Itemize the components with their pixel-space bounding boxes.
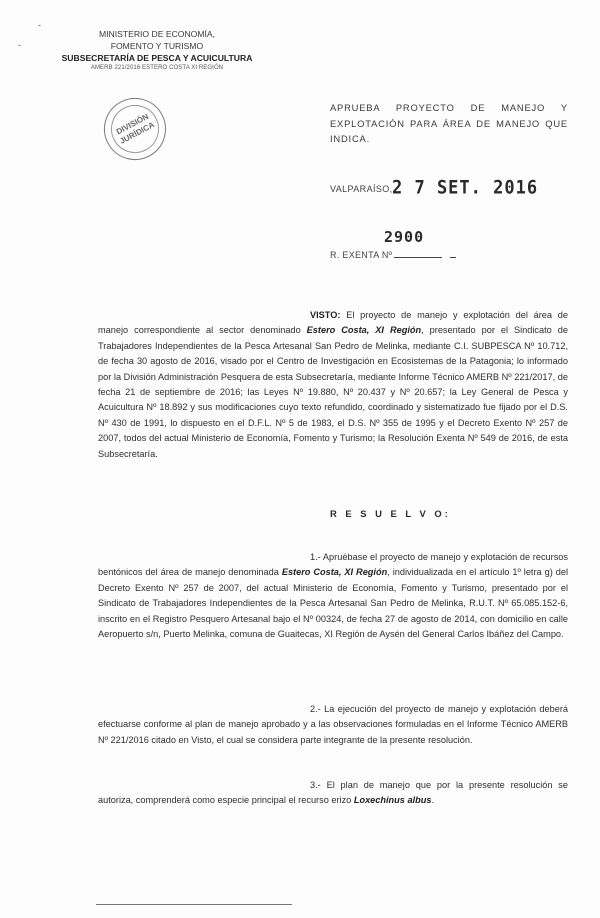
number-blank-end bbox=[450, 257, 456, 258]
item-2-text: La ejecución del proyecto de manejo y explotación deberá efectuarse conforme al plan de manejo aprobado y a las observaciones formuladas en el Informe Técnico AMERB Nº 221/2016 citado en Visto, el cual se considera parte integrante de la presente resolución. bbox=[98, 704, 568, 745]
margin-mark: - bbox=[38, 20, 41, 30]
item-1-text-b: , individualizada en el artículo 1º letra g) del Decreto Exento Nº 257 de 2007, del actual Ministerio de Economía, Fomento y Turismo, presentado por el Sindicato de Trabajadores Independientes de la Pesca Artesanal San Pedro de Melinka, R.U.T. Nº 65.085.152-6, inscrito en el Registro Pesquero Artesanal bajo el Nº 00324, de fecha 27 de agosto de 2014, con domicilio en calle Aeropuerto s/n, Puerto Melinka, comuna de Guaitecas, XI Región de Aysén del General Carlos Ibáñez del Campo. bbox=[98, 567, 569, 640]
item-1-sector: Estero Costa, XI Región bbox=[281, 567, 388, 578]
item-1-text-a: Apruébase el proyecto de manejo y explotación de recursos bentónicos del área de manejo denominada bbox=[98, 552, 569, 578]
footer-rule bbox=[96, 904, 292, 905]
stamp-text: DIVISIÓN JURÍDICA bbox=[114, 111, 156, 146]
letterhead bbox=[52, 28, 262, 73]
visto-paragraph bbox=[98, 308, 568, 462]
visto-text-a: El proyecto de manejo y explotación del área de manejo correspondiente al sector denominado bbox=[98, 310, 568, 336]
item-3-text-b: . bbox=[431, 795, 435, 806]
item-2-paragraph bbox=[98, 702, 568, 748]
place-label: VALPARAÍSO, bbox=[330, 184, 393, 194]
visto-label: VISTO: bbox=[310, 310, 341, 320]
item-1-paragraph bbox=[98, 550, 568, 642]
legal-division-stamp-icon bbox=[93, 87, 177, 171]
reference-code: AMERB 221/2016 ESTERO COSTA XI REGIÓN bbox=[90, 65, 224, 71]
margin-mark: - bbox=[18, 40, 21, 50]
visto-text-b: , presentado por el Sindicato de Trabajadores Independientes de la Pesca Artesanal San Pedro de Melinka, mediante C.I. SUBPESCA Nº 10.712, de fecha 30 agosto de 2016, visado por el Centro de Investigación en Ecosistemas de la Patagonia; lo informado por la División Administración Pesquera de esta Subsecretaría, mediante Informe Técnico AMERB Nº 221/2017, de fecha 21 de septiembre de 2016; las Leyes Nº 19.880, Nº 20.437 y Nº 20.657; la Ley General de Pesca y Acuicultura Nº 18.892 y sus modificaciones cuyo texto refundido, coordinado y sistematizado fue fijado por el D.S. Nº 430 de 1991, lo dispuesto en el D.F.L. Nº 5 de 1983, el D.S. Nº 355 de 1995 y el Decreto Exento Nº 257 de 2007, todos del actual Ministerio de Economía, Fomento y Turismo; la Resolución Exenta Nº 549 de 2016, de esta Subsecretaría. bbox=[98, 325, 568, 459]
item-2-number: 2.- bbox=[310, 704, 321, 714]
visto-sector: Estero Costa, XI Región bbox=[306, 325, 422, 336]
resolution-label: R. EXENTA Nº bbox=[330, 250, 393, 260]
number-blank bbox=[394, 257, 442, 258]
item-3-text-a: El plan de manejo que por la presente resolución se autoriza, comprenderá como especie principal el recurso erizo bbox=[98, 780, 568, 806]
date-stamp: 2 7 SET. 2016 bbox=[392, 177, 539, 199]
resuelvo-heading: R E S U E L V O: bbox=[330, 508, 451, 519]
resolution-number-stamp: 2900 bbox=[384, 228, 425, 246]
resolution-number-line bbox=[330, 250, 456, 260]
undersecretariat-name: SUBSECRETARÍA DE PESCA Y ACUICULTURA bbox=[61, 53, 253, 63]
resolution-subject: APRUEBA PROYECTO DE MANEJO Y EXPLOTACIÓN PARA ÁREA DE MANEJO QUE INDICA. bbox=[330, 102, 568, 144]
place-line bbox=[330, 184, 393, 194]
item-3-number: 3.- bbox=[310, 780, 321, 790]
item-1-number: 1.- bbox=[310, 552, 321, 562]
item-3-paragraph bbox=[98, 778, 568, 809]
ministry-name-2: FOMENTO Y TURISMO bbox=[110, 41, 204, 51]
ministry-name: MINISTERIO DE ECONOMÍA, bbox=[98, 29, 216, 39]
item-3-species: Loxechinus albus bbox=[353, 795, 432, 806]
